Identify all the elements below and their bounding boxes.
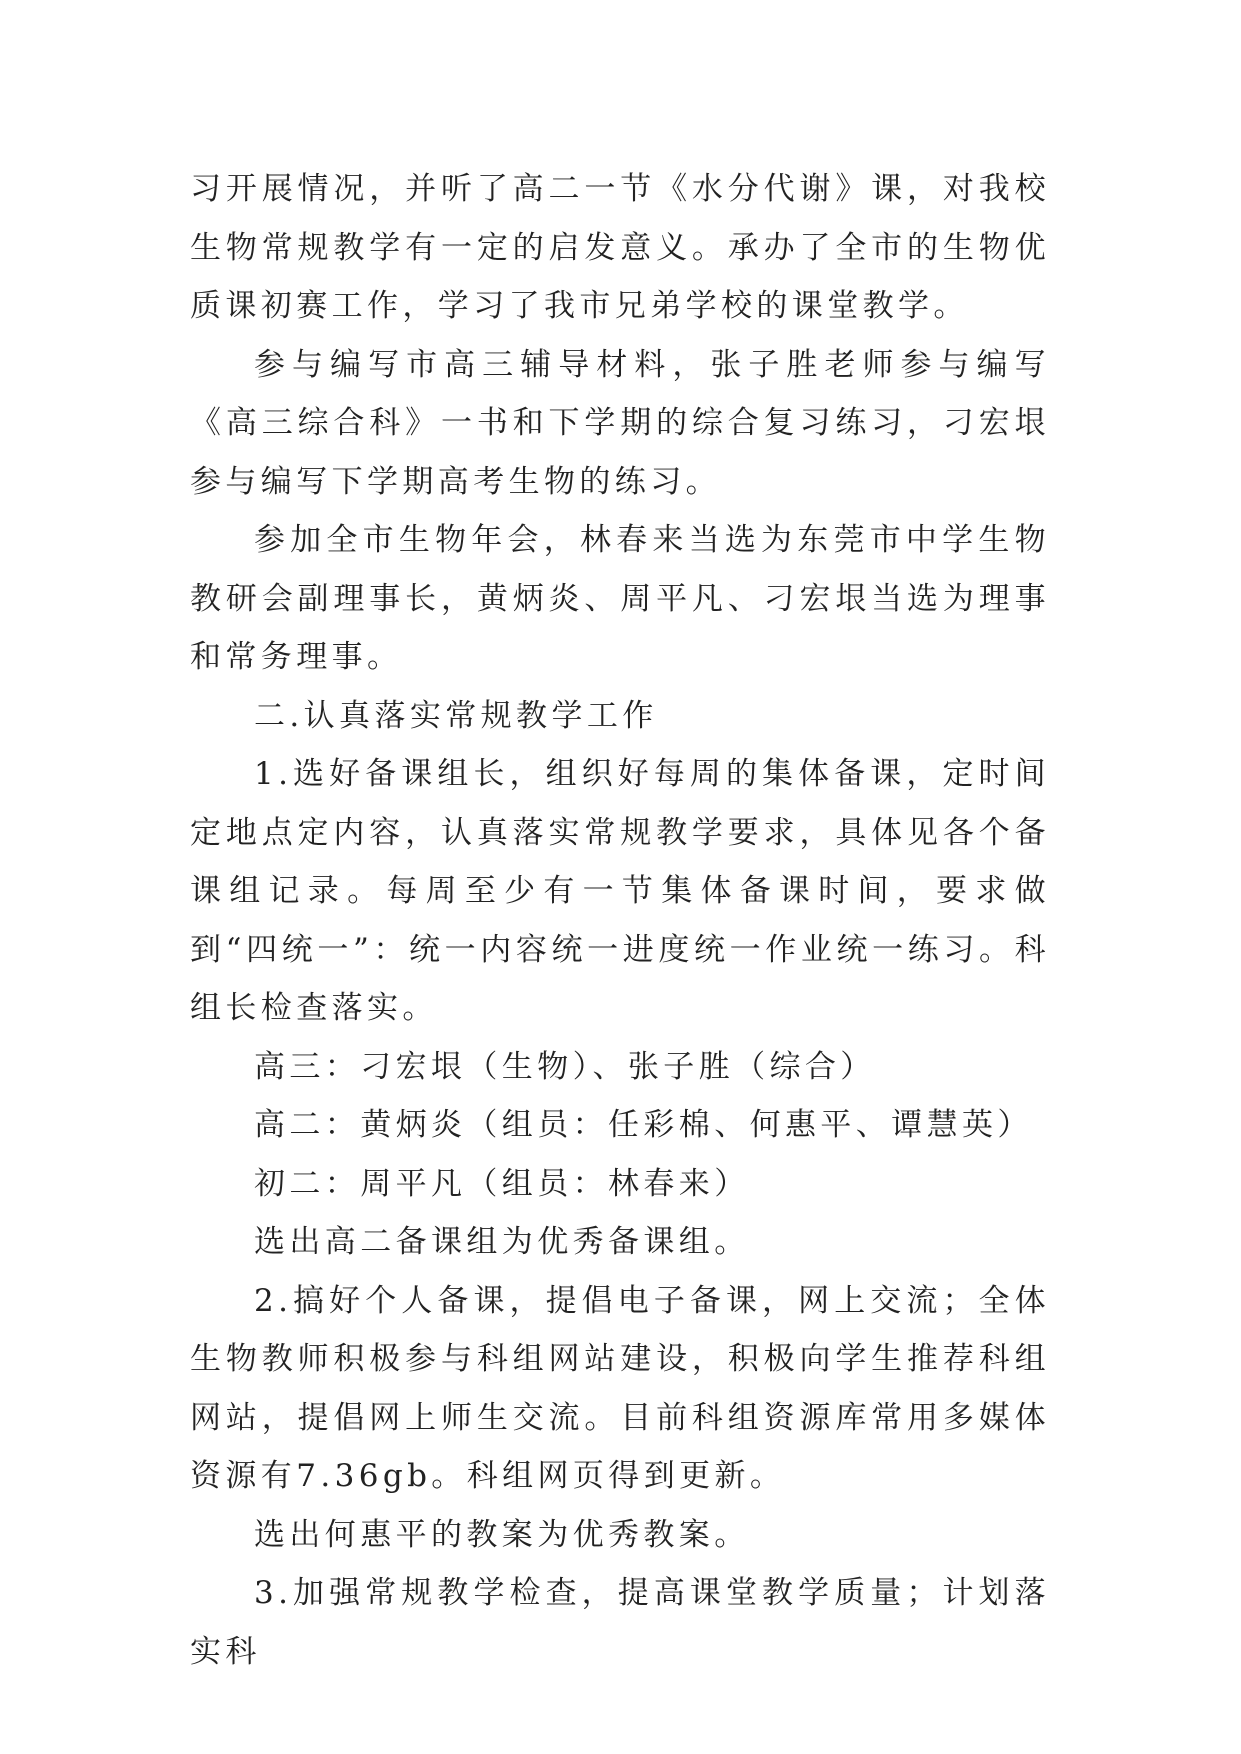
paragraph-grade-2: 高二：黄炳炎（组员：任彩棉、何惠平、谭慧英）	[254, 1107, 1033, 1143]
paragraph-3: 参加全市生物年会，林春来当选为东莞市中学生物教研会副理事长，黄炳炎、周平凡、刁宏垠当选为理事和常务理事。	[190, 522, 1050, 675]
paragraph-selection-group: 选出高二备课组为优秀备课组。	[254, 1224, 750, 1260]
paragraph-selection-lesson: 选出何惠平的教案为优秀教案。	[254, 1516, 750, 1553]
paragraph-item-3: 3.加强常规教学检查，提高课堂教学质量；计划落实科	[190, 1575, 1050, 1670]
paragraph-2: 参与编写市高三辅导材料，张子胜老师参与编写《高三综合科》一书和下学期的综合复习练习，刁宏垠参与编写下学期高考生物的练习。	[190, 346, 1050, 500]
paragraph-junior-2: 初二：周平凡（组员：林春来）	[254, 1165, 750, 1202]
section-heading: 二.认真落实常规教学工作	[254, 697, 658, 734]
paragraph-grade-3: 高三：刁宏垠（生物）、张子胜（综合）	[254, 1048, 876, 1085]
paragraph-1: 习开展情况，并听了高二一节《水分代谢》课，对我校生物常规教学有一定的启发意义。承办了全市的生物优质课初赛工作，学习了我市兄弟学校的课堂教学。	[190, 171, 1050, 324]
document-body	[190, 160, 1050, 1681]
paragraph-item-2: 2.搞好个人备课，提倡电子备课，网上交流；全体生物教师积极参与科组网站建设，积极向学生推荐科组网站，提倡网上师生交流。目前科组资源库常用多媒体资源有7.36gb。科组网页得到更新。	[190, 1282, 1050, 1494]
paragraph-item-1: 1.选好备课组长，组织好每周的集体备课，定时间定地点定内容，认真落实常规教学要求，具体见各个备课组记录。每周至少有一节集体备课时间，要求做到“四统一”：统一内容统一进度统一作业统一练习。科组长检查落实。	[190, 756, 1050, 1026]
